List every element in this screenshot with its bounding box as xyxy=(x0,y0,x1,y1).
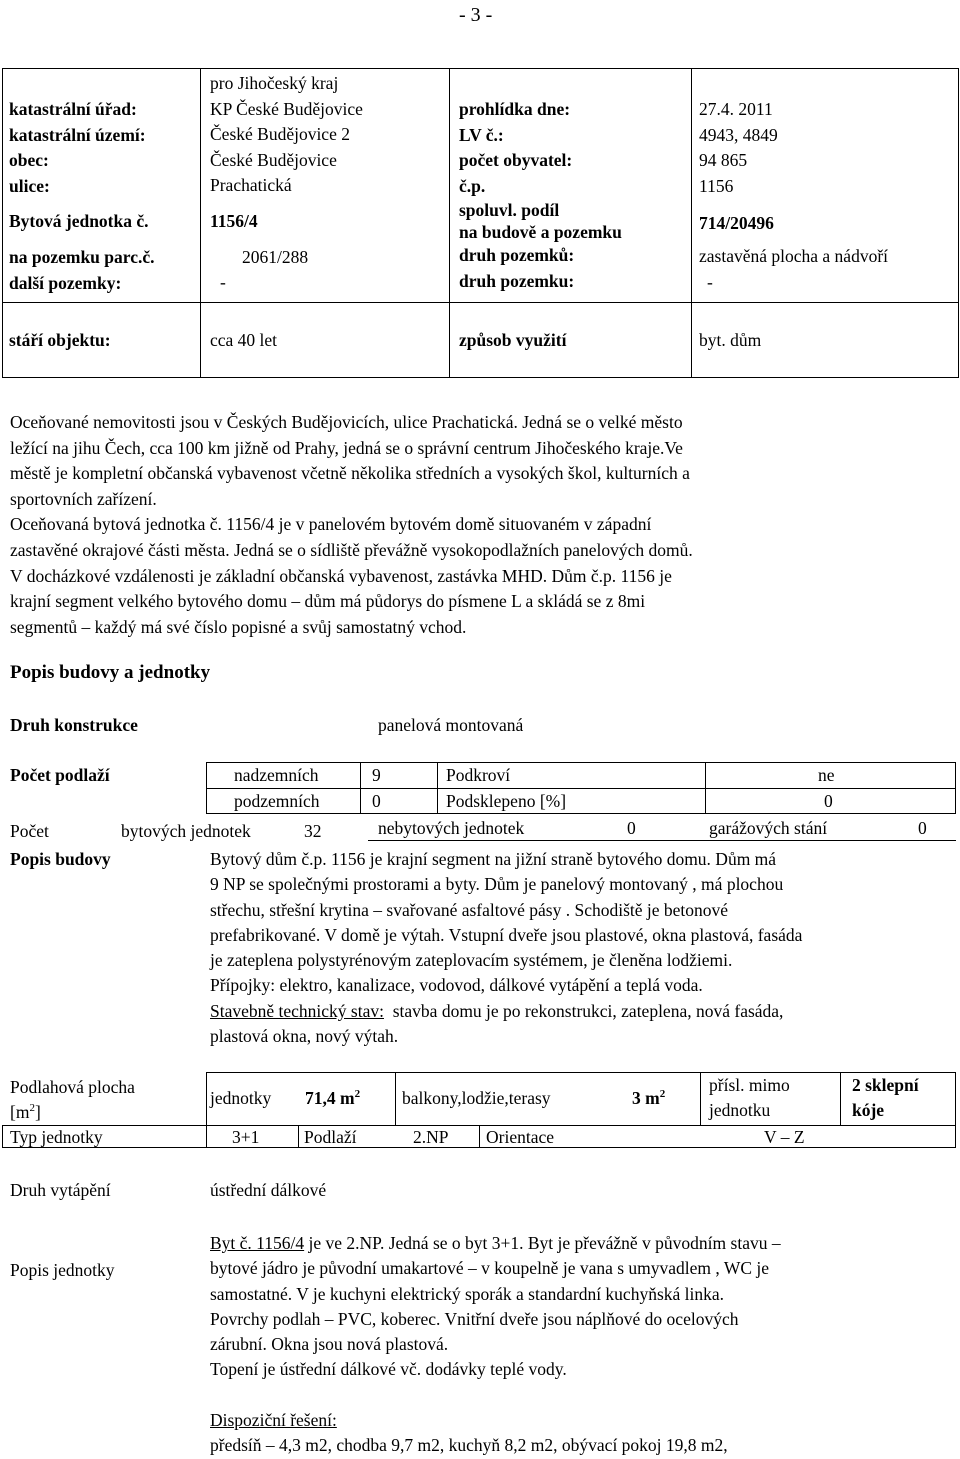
value-unit-type: 3+1 xyxy=(232,1127,260,1147)
intro-line: zastavěné okrajové části města. Jedná se o sídliště převážně vysokopodlažních panelových domů. xyxy=(10,539,693,560)
label-cp: č.p. xyxy=(459,175,486,196)
intro-line: Oceňovaná bytová jednotka č. 1156/4 je v panelovém bytovém domě situovaném v západní xyxy=(10,514,652,535)
layout-line: předsíň – 4,3 m2, chodba 9,7 m2, kuchyň 8,2 m2, obývací pokoj 19,8 m2, xyxy=(210,1435,728,1456)
building-desc-line: 9 NP se společnými prostorami a byty. Dům je panelový montovaný , má plochou xyxy=(210,874,784,895)
unit-desc-line: Topení je ústřední dálkové vč. dodávky teplé vody. xyxy=(210,1359,567,1380)
intro-line: městě je kompletní občanská vybavenost včetně několika středních a vysokých škol, kulturních a xyxy=(10,463,690,484)
units-row-line xyxy=(368,840,956,841)
value-residential-units: 32 xyxy=(304,821,322,841)
building-desc-line: Bytový dům č.p. 1156 je krajní segment na jižní straně bytového domu. Dům má xyxy=(210,849,777,869)
label-orientation: Orientace xyxy=(486,1127,555,1147)
label-plot-types: druh pozemků: xyxy=(459,245,575,266)
intro-paragraph xyxy=(10,410,950,640)
value-parcel: 2061/288 xyxy=(242,246,309,267)
value-regional: pro Jihočeský kraj xyxy=(210,73,339,93)
type-col-line xyxy=(479,1125,480,1148)
unit-desc-line: samostatné. V je kuchyni elektrický sporák a standardní kuchyňská linka. xyxy=(210,1283,725,1304)
technical-state-text: stavba domu je po rekonstrukci, zateplena, nová fasáda, xyxy=(383,1000,784,1021)
label-floors: Počet podlaží xyxy=(10,765,110,785)
layout-label: Dispoziční řešení: xyxy=(210,1409,337,1430)
value-area: České Budějovice 2 xyxy=(210,124,350,145)
label-plot-type: druh pozemku: xyxy=(459,270,575,291)
value-cellar: 2 sklepní xyxy=(852,1075,919,1095)
label-heating: Druh vytápění xyxy=(10,1180,111,1200)
technical-state-label: Stavebně technický stav: xyxy=(210,1000,384,1021)
technical-state-line xyxy=(210,999,955,1024)
value-share: 714/20496 xyxy=(699,213,774,234)
unit-desc-first-line: Byt č. 1156/4 je ve 2.NP. Jedná se o byt 3+1. Byt je převážně v původním stavu – xyxy=(210,1233,781,1253)
type-col-line xyxy=(206,1125,207,1148)
value-unit: 1156/4 xyxy=(210,210,258,231)
header-divider xyxy=(2,302,959,303)
intro-line: krajní segment velkého bytového domu – dům má půdorys do písmene L a skládá se z 8mi xyxy=(10,591,646,612)
label-floor: Podlaží xyxy=(304,1127,357,1147)
building-desc-line: Přípojky: elektro, kanalizace, vodovod, dálkové vytápění a teplá voda. xyxy=(210,975,703,996)
intro-line: ležící na jihu Čech, cca 100 km jižně od Prahy, jedná se o správní centrum Jihočeského kraje.Ve xyxy=(10,437,683,458)
header-col-line-2 xyxy=(449,68,450,378)
label-count: Počet xyxy=(10,821,49,841)
value-population: 94 865 xyxy=(699,150,748,171)
unit-desc-line: zárubní. Okna jsou nová plastová. xyxy=(210,1334,449,1355)
label-unit-desc: Popis jednotky xyxy=(10,1260,115,1280)
value-basement: 0 xyxy=(824,791,833,811)
label-nonresidential-units: nebytových jednotek xyxy=(378,818,525,838)
value-cp: 1156 xyxy=(699,175,734,196)
value-balconies: 3 $m^2$ xyxy=(632,1088,666,1108)
value-above-ground: 9 xyxy=(372,765,381,785)
type-col-line xyxy=(298,1125,299,1148)
label-residential-units: bytových jednotek xyxy=(121,821,251,841)
unit-desc-line: bytové jádro je původní umakartové – v koupelně je vana s umyvadlem , WC je xyxy=(210,1258,770,1279)
value-usage: byt. dům xyxy=(699,330,762,350)
value-building-age: cca 40 let xyxy=(210,330,278,350)
header-left-labels xyxy=(9,97,155,296)
label-balconies: balkony,lodžie,terasy xyxy=(402,1088,551,1108)
label-unit-area: jednotky xyxy=(210,1088,272,1108)
label-below-ground: podzemních xyxy=(234,791,320,811)
value-unit-area: 71,4 $m^2$ xyxy=(305,1088,361,1108)
label-share: spoluvl. podíl xyxy=(459,200,560,221)
intro-line: sportovních zařízení. xyxy=(10,488,157,509)
label-basement: Podsklepeno [%] xyxy=(446,791,567,811)
label-lv: LV č.: xyxy=(459,124,504,145)
value-below-ground: 0 xyxy=(372,791,381,811)
label-inspection-date: prohlídka dne: xyxy=(459,99,571,119)
intro-line: segmentů – každý má své číslo popisné a svůj samostatný vchod. xyxy=(10,616,467,637)
header-left-values xyxy=(210,71,363,296)
floors-row-divider xyxy=(206,788,956,789)
value-nonresidential-units: 0 xyxy=(627,818,636,838)
label-other-plots: další pozemky: xyxy=(9,272,122,293)
value-lv: 4943, 4849 xyxy=(699,124,778,145)
label-building-age: stáří objektu: xyxy=(9,330,111,350)
unit-ref: Byt č. 1156/4 xyxy=(210,1233,305,1253)
label-usage: způsob využití xyxy=(459,330,567,350)
value-inspection-date: 27.4. 2011 xyxy=(699,99,773,119)
unit-desc-line: Povrchy podlah – PVC, koberec. Vnitřní dveře jsou náplňové do ocelových xyxy=(210,1308,739,1329)
area-col-line xyxy=(395,1072,396,1125)
label-accessories: přísl. mimo xyxy=(709,1075,790,1095)
label-population: počet obyvatel: xyxy=(459,150,573,171)
value-attic: ne xyxy=(818,765,835,785)
building-desc-line: plastová okna, nový výtah. xyxy=(210,1026,399,1047)
building-desc-line: střechu, střešní krytina – svařované asfaltové pásy . Schodiště je betonové xyxy=(210,899,729,920)
header-col-line-1 xyxy=(200,68,201,378)
value-other-plots: - xyxy=(220,272,226,293)
label-floor-area: Podlahová plocha xyxy=(10,1077,135,1097)
label-municipality: obec: xyxy=(9,150,49,171)
label-parcel: na pozemku parc.č. xyxy=(9,246,155,267)
label-unit-type: Typ jednotky xyxy=(10,1127,103,1147)
value-office: KP České Budějovice xyxy=(210,98,363,119)
label-cadastral-area: katastrální území: xyxy=(9,124,146,145)
label-above-ground: nadzemních xyxy=(234,765,319,785)
value-heating: ústřední dálkové xyxy=(210,1180,327,1200)
value-cellar-2: kóje xyxy=(852,1100,885,1120)
building-desc-line: je zateplena polystyrénovým zateplovacím systémem, je členěna lodžiemi. xyxy=(210,950,733,971)
label-floor-area-unit: $[m^2]$ xyxy=(10,1102,41,1122)
label-unit-number: Bytová jednotka č. xyxy=(9,211,149,232)
label-street: ulice: xyxy=(9,175,50,196)
value-orientation: V – Z xyxy=(764,1127,805,1147)
value-municipality: České Budějovice xyxy=(210,149,337,170)
label-building-desc: Popis budovy xyxy=(10,849,111,869)
floors-col-line xyxy=(360,762,361,814)
label-attic: Podkroví xyxy=(446,765,511,785)
header-right-values xyxy=(699,97,888,295)
intro-line: V docházkové vzdálenosti je základní občanská vybavenost, zastávka MHD. Dům č.p. 1156 je xyxy=(10,565,672,586)
floors-col-line xyxy=(705,762,706,814)
label-cadastral-office: katastrální úřad: xyxy=(9,99,137,119)
value-plot-type-2: - xyxy=(707,271,713,292)
label-accessories-2: jednotku xyxy=(709,1100,771,1120)
area-col-line xyxy=(700,1072,701,1125)
building-desc-line: prefabrikované. V domě je výtah. Vstupní dveře jsou plastové, okna plastová, fasáda xyxy=(210,924,803,945)
header-right-labels xyxy=(459,97,622,295)
unit-desc-text xyxy=(210,1231,955,1458)
value-street: Prachatická xyxy=(210,175,292,196)
label-share-2: na budově a pozemku xyxy=(459,222,622,243)
section-title: Popis budovy a jednotky xyxy=(10,662,211,683)
label-construction: Druh konstrukce xyxy=(10,715,138,735)
value-floor: 2.NP xyxy=(413,1127,449,1147)
value-construction: panelová montovaná xyxy=(378,715,524,735)
floors-col-line xyxy=(437,762,438,814)
intro-line: Oceňované nemovitosti jsou v Českých Budějovicích, ulice Prachatická. Jedná se o velké město xyxy=(10,412,683,432)
page-number: - 3 - xyxy=(459,4,493,26)
building-desc-text xyxy=(210,847,955,1049)
label-garage-spaces: garážových stání xyxy=(709,818,828,838)
value-garage-spaces: 0 xyxy=(918,818,927,838)
value-plot-type: zastavěná plocha a nádvoří xyxy=(699,245,889,266)
header-col-line-3 xyxy=(691,68,692,378)
area-col-line xyxy=(840,1072,841,1125)
